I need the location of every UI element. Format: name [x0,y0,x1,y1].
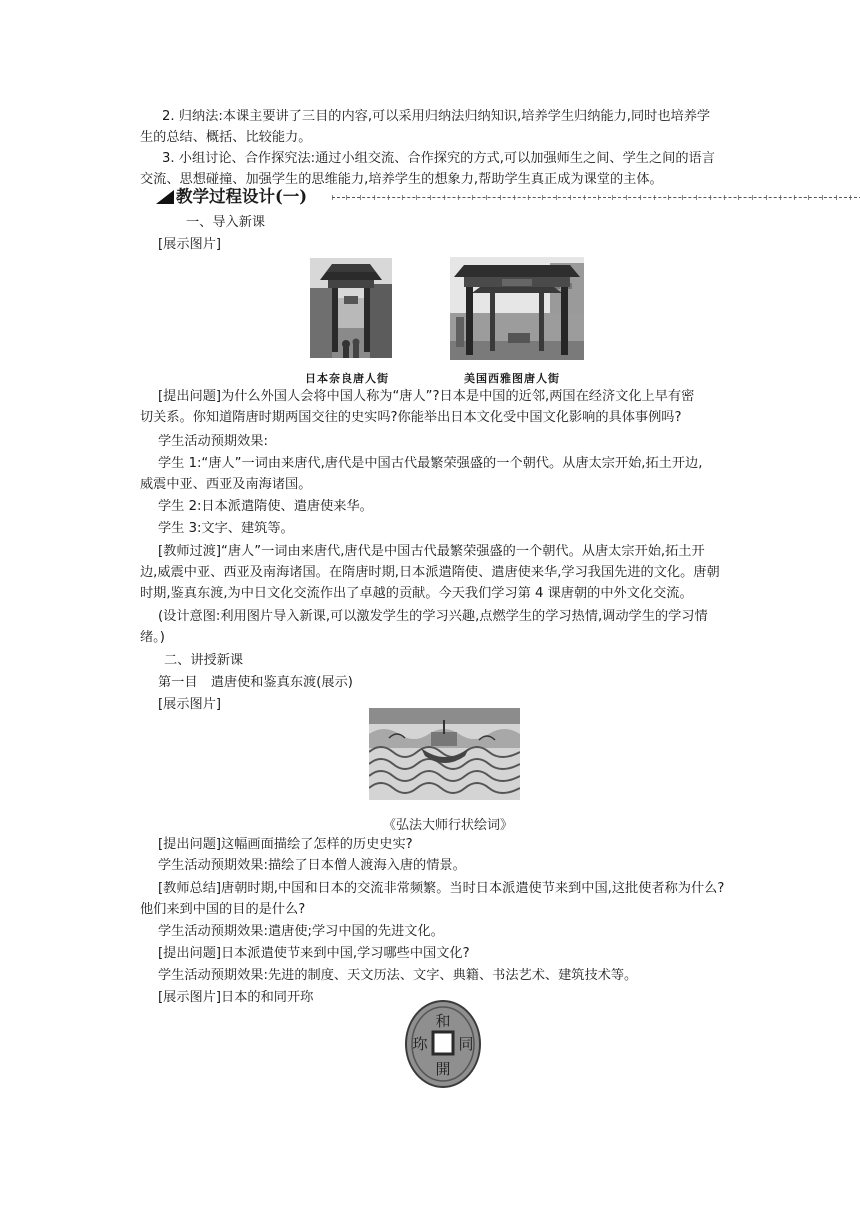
question-line-2: 切关系。你知道隋唐时期两国交往的史实吗?你能举出日本文化受中国文化影响的具体事例吗? [140,410,682,425]
painting-caption: 《弘法大师行状绘词》 [383,818,514,833]
summary-line-2: 他们来到中国的目的是什么? [140,902,306,917]
coin-char-bottom: 開 [435,1060,451,1078]
answer-envoys: 学生活动预期效果:遣唐使;学习中国的先进文化。 [158,924,444,939]
student3: 学生 3:文字、建筑等。 [158,521,294,536]
nara-chinatown-photo [310,258,392,358]
part1-title: 一、导入新课 [186,215,266,230]
student1-line-1: 学生 1:“唐人”一词由来唐代,唐代是中国古代最繁荣强盛的一个朝代。从唐太宗开始,拓土开边, [158,456,703,471]
section-heading [140,186,860,208]
question-culture: [提出问题]日本派遣使节来到中国,学习哪些中国文化? [158,946,470,961]
coin-char-left: 珎 [412,1035,428,1053]
dotted-divider [332,197,860,198]
method-2-line-1: 2. 归纳法:本课主要讲了三目的内容,可以采用归纳法归纳知识,培养学生归纳能力,同时也培养学 [162,109,711,124]
part2-title: 二、讲授新课 [164,653,244,668]
transition-line-1: [教师过渡]“唐人”一词由来唐代,唐代是中国古代最繁荣强盛的一个朝代。从唐太宗开始,拓土开 [158,544,705,559]
expected-label: 学生活动预期效果: [158,434,268,449]
method-3-line-1: 3. 小组讨论、合作探究法:通过小组交流、合作探究的方式,可以加强师生之间、学生之间的语言 [162,151,715,166]
student1-line-2: 威震中亚、西亚及南海诸国。 [140,477,312,492]
triangle-icon [156,190,174,204]
section-heading-text: 教学过程设计(一) [176,187,308,206]
seattle-chinatown-photo [450,257,584,360]
transition-line-2: 边,威震中亚、西亚及南海诸国。在隋唐时期,日本派遣隋使、遣唐使来华,学习我国先进的文化。唐朝 [140,565,720,580]
part2-show-images: [展示图片] [158,697,222,712]
answer-culture: 学生活动预期效果:先进的制度、天文历法、文字、典籍、书法艺术、建筑技术等。 [158,968,638,983]
question-painting: [提出问题]这幅画面描绘了怎样的历史史实? [158,837,413,852]
intent-line-1: (设计意图:利用图片导入新课,可以激发学生的学习兴趣,点燃学生的学习热情,调动学生的学习情 [158,609,708,624]
transition-line-3: 时期,鉴真东渡,为中日文化交流作出了卓越的贡献。今天我们学习第 4 课唐朝的中外文化交流。 [140,586,693,601]
method-2-line-2: 生的总结、概括、比较能力。 [140,130,312,145]
summary-line-1: [教师总结]唐朝时期,中国和日本的交流非常频繁。当时日本派遣使节来到中国,这批使者称为什么? [158,881,725,896]
subsection-title: 第一目 遣唐使和鉴真东渡(展示) [158,675,353,690]
coin-char-right: 同 [458,1035,474,1053]
wado-kaichin-coin [404,998,482,1090]
caption-nara: 日本奈良唐人街 [305,372,389,385]
coin-label: [展示图片]日本的和同开珎 [158,990,314,1005]
caption-seattle: 美国西雅图唐人街 [464,372,560,385]
part1-show-images: [展示图片] [158,237,222,252]
question-line-1: [提出问题]为什么外国人会将中国人称为“唐人”?日本是中国的近邻,两国在经济文化上早有密 [158,389,695,404]
student2: 学生 2:日本派遣隋使、遣唐使来华。 [158,499,373,514]
method-3-line-2: 交流、思想碰撞、加强学生的思维能力,培养学生的想象力,帮助学生真正成为课堂的主体。 [140,172,663,187]
coin-char-top: 和 [435,1012,451,1030]
answer-painting: 学生活动预期效果:描绘了日本僧人渡海入唐的情景。 [158,858,466,873]
intent-line-2: 绪。) [140,630,165,645]
kobo-daishi-painting [369,708,520,800]
